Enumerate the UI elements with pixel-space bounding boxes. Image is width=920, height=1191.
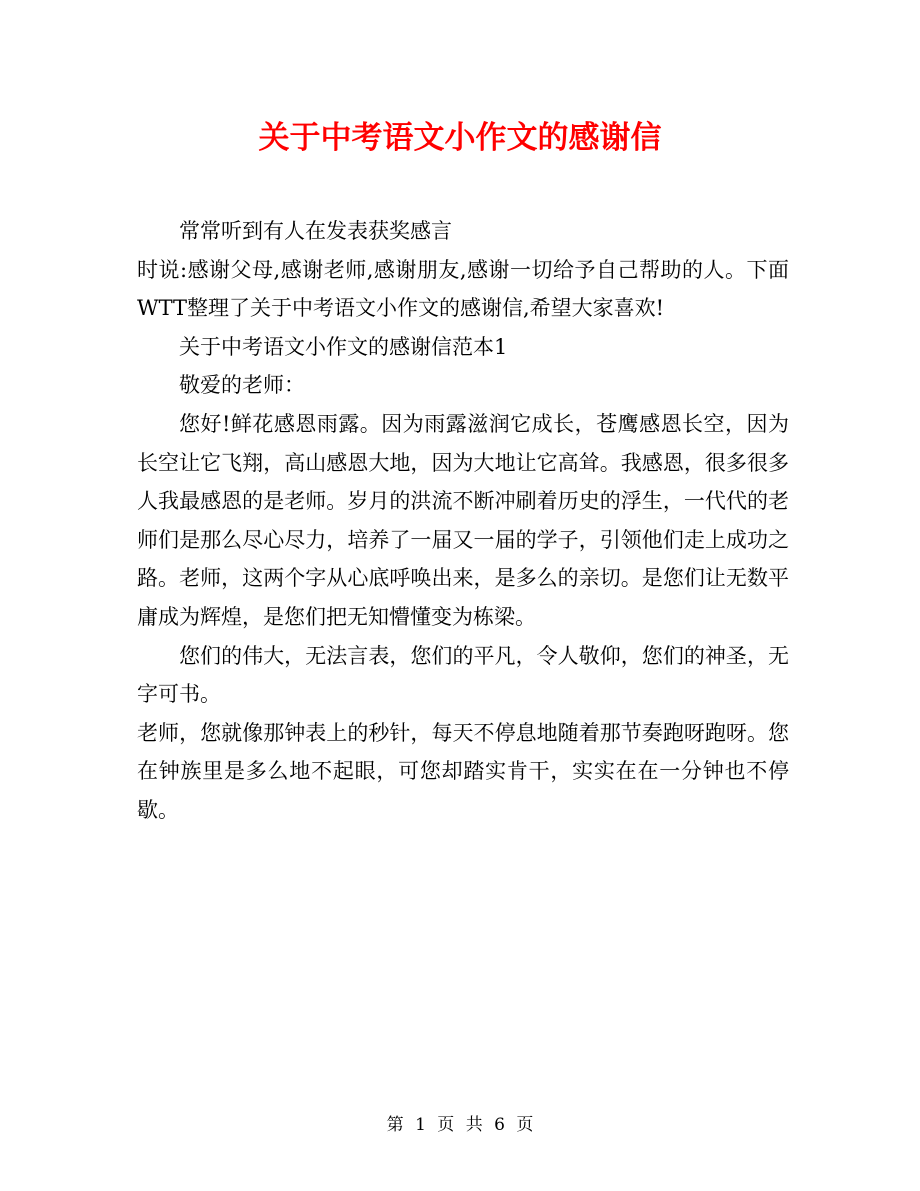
- paragraph-intro-2: 时说:感谢父母,感谢老师,感谢朋友,感谢一切给予自己帮助的人。下面WTT整理了关于中考语文小作文的感谢信,希望大家喜欢!: [137, 257, 789, 321]
- letter-salutation: 敬爱的老师：: [179, 373, 305, 398]
- document-title: 关于中考语文小作文的感谢信: [258, 120, 662, 156]
- paragraph-intro-1: 常常听到有人在发表获奖感言: [179, 219, 452, 243]
- document-body: [137, 212, 789, 830]
- section-heading: 关于中考语文小作文的感谢信范本1: [179, 334, 508, 359]
- page-footer: 第 1 页 共 6 页: [386, 1115, 534, 1135]
- letter-paragraph-2: 您们的伟大，无法言表，您们的平凡，令人敬仰，您们的神圣，无字可书。: [137, 643, 789, 707]
- letter-paragraph-3: 老师，您就像那钟表上的秒针，每天不停息地随着那节奏跑呀跑呀。您在钟族里是多么地不起眼，可您却踏实肯干，实实在在一分钟也不停歇。: [137, 720, 789, 822]
- letter-paragraph-1: 您好!鲜花感恩雨露。因为雨露滋润它成长，苍鹰感恩长空，因为长空让它飞翔，高山感恩大地，因为大地让它高耸。我感恩，很多很多人我最感恩的是老师。岁月的洪流不断冲刷着历史的浮生，一代代的老师们是那么尽心尽力，培养了一届又一届的学子，引领他们走上成功之路。老师，这两个字从心底呼唤出来，是多么的亲切。是您们让无数平庸成为辉煌，是您们把无知懵懂变为栋梁。: [137, 411, 789, 629]
